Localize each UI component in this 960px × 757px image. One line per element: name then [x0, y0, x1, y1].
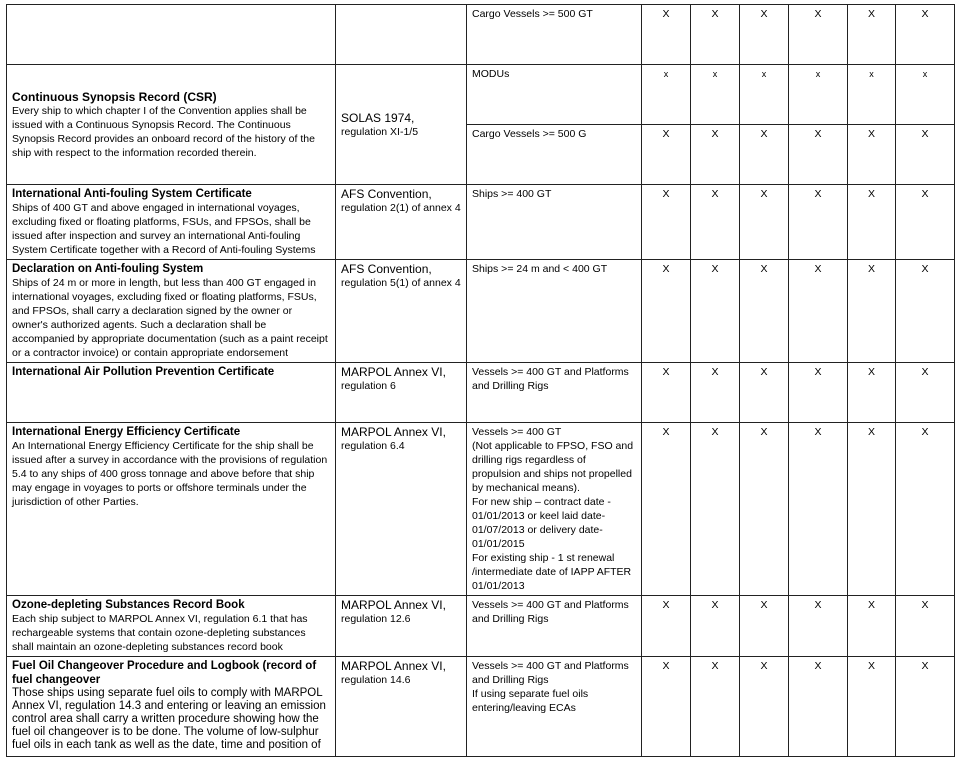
mark-cell: X — [691, 596, 740, 657]
mark-cell: X — [642, 185, 691, 260]
mark-cell: X — [896, 5, 955, 65]
mark-cell: X — [789, 185, 848, 260]
mark-cell: X — [848, 657, 896, 757]
mark-cell: X — [740, 423, 789, 596]
regulation-cell: MARPOL Annex VI, regulation 14.6 — [336, 657, 467, 757]
table-row — [7, 5, 955, 65]
applicability-cell: Ships >= 400 GT — [467, 185, 642, 260]
mark-cell: X — [740, 5, 789, 65]
applicability-cell: Cargo Vessels >= 500 GT — [467, 5, 642, 65]
mark-cell: X — [740, 260, 789, 363]
certificate-title: International Air Pollution Prevention Certificate — [12, 366, 275, 378]
applicability-cell: Vessels >= 400 GT and Platforms and Drilling Rigs If using separate fuel oils entering/leaving ECAs — [467, 657, 642, 757]
mark-cell: x — [691, 65, 740, 125]
certificate-title: Fuel Oil Changeover Procedure and Logbook (record of fuel changeover — [12, 660, 317, 686]
certificate-description: Each ship subject to MARPOL Annex VI, regulation 6.1 that has rechargeable systems that contain ozone-depleting substances shall maintain an ozone-depleting substances record book — [12, 613, 308, 653]
certificate-cell — [7, 657, 336, 757]
certificate-title: Ozone-depleting Substances Record Book — [12, 599, 245, 611]
mark-cell: X — [740, 363, 789, 423]
mark-cell: X — [642, 260, 691, 363]
regulation-cell: AFS Convention, regulation 2(1) of annex 4 — [336, 185, 467, 260]
mark-cell: X — [691, 363, 740, 423]
certificate-description: Those ships using separate fuel oils to comply with MARPOL Annex VI, regulation 14.3 and entering or leaving an emission control area shall carry a written procedure showing how the fuel oil changeover is to be done. The volume of low-sulphur fuel oils in each tank as well as the date, time and position of — [12, 687, 326, 751]
mark-cell: X — [642, 423, 691, 596]
mark-cell: X — [896, 125, 955, 185]
mark-cell: x — [642, 65, 691, 125]
table-row — [7, 185, 955, 260]
certificate-cell — [7, 185, 336, 260]
mark-cell: X — [691, 185, 740, 260]
mark-cell: X — [789, 260, 848, 363]
mark-cell: x — [896, 65, 955, 125]
mark-cell: X — [896, 657, 955, 757]
mark-cell: X — [896, 596, 955, 657]
mark-cell: X — [848, 185, 896, 260]
mark-cell: X — [740, 125, 789, 185]
mark-cell: X — [691, 260, 740, 363]
regulation-cell: MARPOL Annex VI, regulation 6 — [336, 363, 467, 423]
applicability-cell: Vessels >= 400 GT (Not applicable to FPSO, FSO and drilling rigs regardless of propulsion and ships not propelled by mechanical means). For new ship – contract date - 01/01/2013 or keel laid date- 01/07/2013 or delivery date- 01/01/2015 For existing ship - 1 st renewal /intermediate date of IAPP AFTER 01/01/2013 — [467, 423, 642, 596]
certificate-title: International Energy Efficiency Certificate — [12, 426, 241, 438]
table-row — [7, 363, 955, 423]
mark-cell: X — [848, 423, 896, 596]
applicability-cell: MODUs — [467, 65, 642, 125]
mark-cell: X — [691, 125, 740, 185]
applicability-cell: Ships >= 24 m and < 400 GT — [467, 260, 642, 363]
certificate-cell — [7, 65, 336, 185]
mark-cell: X — [740, 185, 789, 260]
applicability-cell: Cargo Vessels >= 500 G — [467, 125, 642, 185]
applicability-cell: Vessels >= 400 GT and Platforms and Drilling Rigs — [467, 596, 642, 657]
mark-cell: X — [896, 363, 955, 423]
table-row — [7, 596, 955, 657]
mark-cell: X — [691, 657, 740, 757]
certificate-title: Declaration on Anti-fouling System — [12, 263, 204, 275]
mark-cell: X — [848, 260, 896, 363]
regulation-cell: AFS Convention, regulation 5(1) of annex 4 — [336, 260, 467, 363]
mark-cell: X — [642, 596, 691, 657]
mark-cell: X — [789, 423, 848, 596]
table-row — [7, 423, 955, 596]
mark-cell: X — [896, 185, 955, 260]
mark-cell: X — [848, 125, 896, 185]
certificate-cell — [7, 363, 336, 423]
regulation-cell: MARPOL Annex VI, regulation 6.4 — [336, 423, 467, 596]
regulation-cell — [336, 5, 467, 65]
mark-cell: X — [896, 423, 955, 596]
certificate-cell — [7, 5, 336, 65]
mark-cell: x — [740, 65, 789, 125]
mark-cell: X — [642, 657, 691, 757]
applicability-cell: Vessels >= 400 GT and Platforms and Drilling Rigs — [467, 363, 642, 423]
mark-cell: X — [642, 5, 691, 65]
mark-cell: X — [642, 125, 691, 185]
mark-cell: X — [789, 363, 848, 423]
mark-cell: X — [691, 5, 740, 65]
mark-cell: X — [740, 657, 789, 757]
certificate-requirements-table — [6, 4, 955, 757]
regulation-cell: MARPOL Annex VI, regulation 12.6 — [336, 596, 467, 657]
mark-cell: X — [789, 657, 848, 757]
certificate-cell — [7, 596, 336, 657]
mark-cell: X — [848, 363, 896, 423]
certificate-description: An International Energy Efficiency Certificate for the ship shall be issued after a survey in accordance with the provisions of regulation 5.4 to any ships of 400 gross tonnage and above before that ship may engage in voyages to ports or offshore terminals under the jurisdiction of other Parties. — [12, 440, 328, 508]
certificate-title: International Anti-fouling System Certificate — [12, 188, 252, 200]
certificate-description: Ships of 24 m or more in length, but less than 400 GT engaged in international voyages, excluding fixed or floating platforms, FSUs, and FPSOs, shall carry a declaration signed by the owner or owner's authorized agents. Such a declaration shall be accompanied by appropriate documentation (such as a paint receipt or a contractor invoice) or contain appropriate endorsement — [12, 277, 328, 359]
certificate-description: Every ship to which chapter I of the Convention applies shall be issued with a Continuous Synopsis Record. The Continuous Synopsis Record provides an onboard record of the history of the ship with respect to the information recorded therein. — [12, 104, 315, 159]
table-row — [7, 65, 955, 125]
mark-cell: x — [789, 65, 848, 125]
certificate-cell — [7, 423, 336, 596]
mark-cell: X — [740, 596, 789, 657]
mark-cell: X — [642, 363, 691, 423]
certificate-title: Continuous Synopsis Record (CSR) — [12, 89, 217, 104]
mark-cell: x — [848, 65, 896, 125]
mark-cell: X — [789, 596, 848, 657]
mark-cell: X — [848, 5, 896, 65]
mark-cell: X — [789, 5, 848, 65]
certificate-cell — [7, 260, 336, 363]
mark-cell: X — [691, 423, 740, 596]
certificate-description: Ships of 400 GT and above engaged in international voyages, excluding fixed or floating platforms, FSUs, and FPSOs, shall be issued after inspection and survey an international Anti-fouling System Certificate together with a Record of Anti-fouling Systems — [12, 202, 316, 256]
regulation-cell: SOLAS 1974, regulation XI-1/5 — [336, 65, 467, 185]
table-row — [7, 657, 955, 757]
table-row — [7, 260, 955, 363]
mark-cell: X — [896, 260, 955, 363]
mark-cell: X — [789, 125, 848, 185]
mark-cell: X — [848, 596, 896, 657]
